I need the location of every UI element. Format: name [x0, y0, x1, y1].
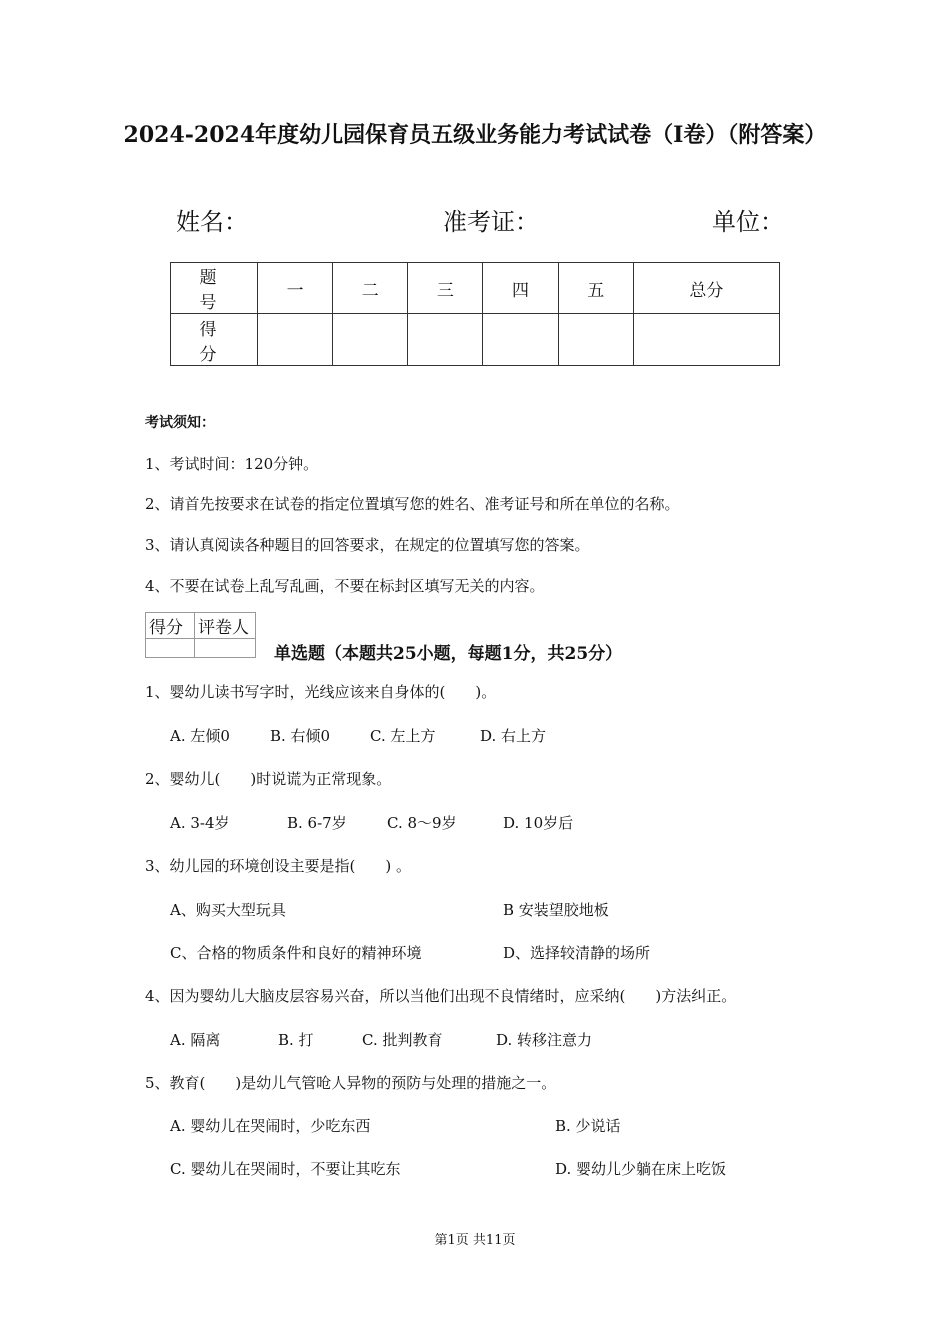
question-4-option-d[interactable]: D. 转移注意力 — [496, 1031, 593, 1049]
question-5-option-d[interactable]: D. 婴幼儿少躺在床上吃饭 — [555, 1160, 727, 1178]
question-3-option-d[interactable]: D、选择较清静的场所 — [503, 944, 651, 962]
score-cell-4[interactable] — [483, 314, 558, 366]
question-4-option-c[interactable]: C. 批判教育 — [362, 1031, 443, 1049]
score-cell-1[interactable] — [258, 314, 333, 366]
score-header-3: 三 — [408, 263, 483, 314]
question-2-option-a[interactable]: A. 3-4岁 — [170, 814, 230, 832]
question-2-option-b[interactable]: B. 6-7岁 — [287, 814, 347, 832]
question-5: 5、教育( )是幼儿气管呛人异物的预防与处理的措施之一。 — [145, 1074, 557, 1092]
question-3-option-c[interactable]: C、合格的物质条件和良好的精神环境 — [170, 944, 422, 962]
score-table-score-row — [171, 314, 780, 366]
question-2: 2、婴幼儿( )时说谎为正常现象。 — [145, 770, 392, 788]
exam-number-label: 准考证： — [443, 208, 539, 236]
question-1-option-d[interactable]: D. 右上方 — [480, 727, 547, 745]
notice-item-4: 4、不要在试卷上乱写乱画，不要在标封区填写无关的内容。 — [145, 577, 545, 595]
score-header-question-no: 题 号 — [171, 263, 258, 314]
grader-score-cell[interactable] — [146, 639, 195, 658]
notice-item-3: 3、请认真阅读各种题目的回答要求，在规定的位置填写您的答案。 — [145, 536, 590, 554]
question-1-option-a[interactable]: A. 左倾0 — [170, 727, 230, 745]
question-1: 1、婴幼儿读书写字时，光线应该来自身体的( )。 — [145, 683, 497, 701]
score-header-5: 五 — [558, 263, 633, 314]
score-cell-2[interactable] — [333, 314, 408, 366]
notice-item-1: 1、考试时间：120分钟。 — [145, 455, 319, 473]
score-cell-5[interactable] — [558, 314, 633, 366]
name-label: 姓名： — [176, 208, 248, 236]
unit-label: 单位： — [712, 208, 784, 236]
question-5-option-c[interactable]: C. 婴幼儿在哭闹时，不要让其吃东 — [170, 1160, 401, 1178]
question-3: 3、幼儿园的环境创设主要是指( ) 。 — [145, 857, 412, 875]
question-2-option-c[interactable]: C. 8～9岁 — [387, 814, 457, 832]
grader-name-cell[interactable] — [195, 639, 256, 658]
grader-box — [145, 612, 256, 658]
notice-title: 考试须知： — [145, 415, 215, 431]
score-cell-3[interactable] — [408, 314, 483, 366]
page-footer: 第1页 共11页 — [434, 1233, 516, 1248]
score-table — [170, 262, 780, 366]
score-header-total: 总分 — [633, 263, 779, 314]
question-5-option-a[interactable]: A. 婴幼儿在哭闹时，少吃东西 — [170, 1117, 371, 1135]
question-3-option-b[interactable]: B 安装望胶地板 — [503, 901, 609, 919]
question-1-option-c[interactable]: C. 左上方 — [370, 727, 436, 745]
grader-name-label: 评卷人 — [195, 613, 256, 639]
question-2-option-d[interactable]: D. 10岁后 — [503, 814, 574, 832]
score-header-4: 四 — [483, 263, 558, 314]
score-row-label: 得 分 — [171, 314, 258, 366]
notice-item-2: 2、请首先按要求在试卷的指定位置填写您的姓名、准考证号和所在单位的名称。 — [145, 495, 680, 513]
question-1-option-b[interactable]: B. 右倾0 — [270, 727, 331, 745]
page-title: 2024-2024年度幼儿园保育员五级业务能力考试试卷（I卷）（附答案） — [123, 122, 827, 148]
question-4: 4、因为婴幼儿大脑皮层容易兴奋，所以当他们出现不良情绪时，应采纳( )方法纠正。 — [145, 987, 737, 1005]
question-3-option-a[interactable]: A、购买大型玩具 — [170, 901, 286, 919]
score-header-2: 二 — [333, 263, 408, 314]
question-4-option-a[interactable]: A. 隔离 — [170, 1031, 221, 1049]
section-title: 单选题（本题共25小题，每题1分，共25分） — [274, 644, 623, 664]
score-header-1: 一 — [258, 263, 333, 314]
score-cell-total[interactable] — [633, 314, 779, 366]
grader-score-label: 得分 — [146, 613, 195, 639]
score-table-header-row — [171, 263, 780, 314]
question-4-option-b[interactable]: B. 打 — [278, 1031, 314, 1049]
question-5-option-b[interactable]: B. 少说话 — [555, 1117, 621, 1135]
